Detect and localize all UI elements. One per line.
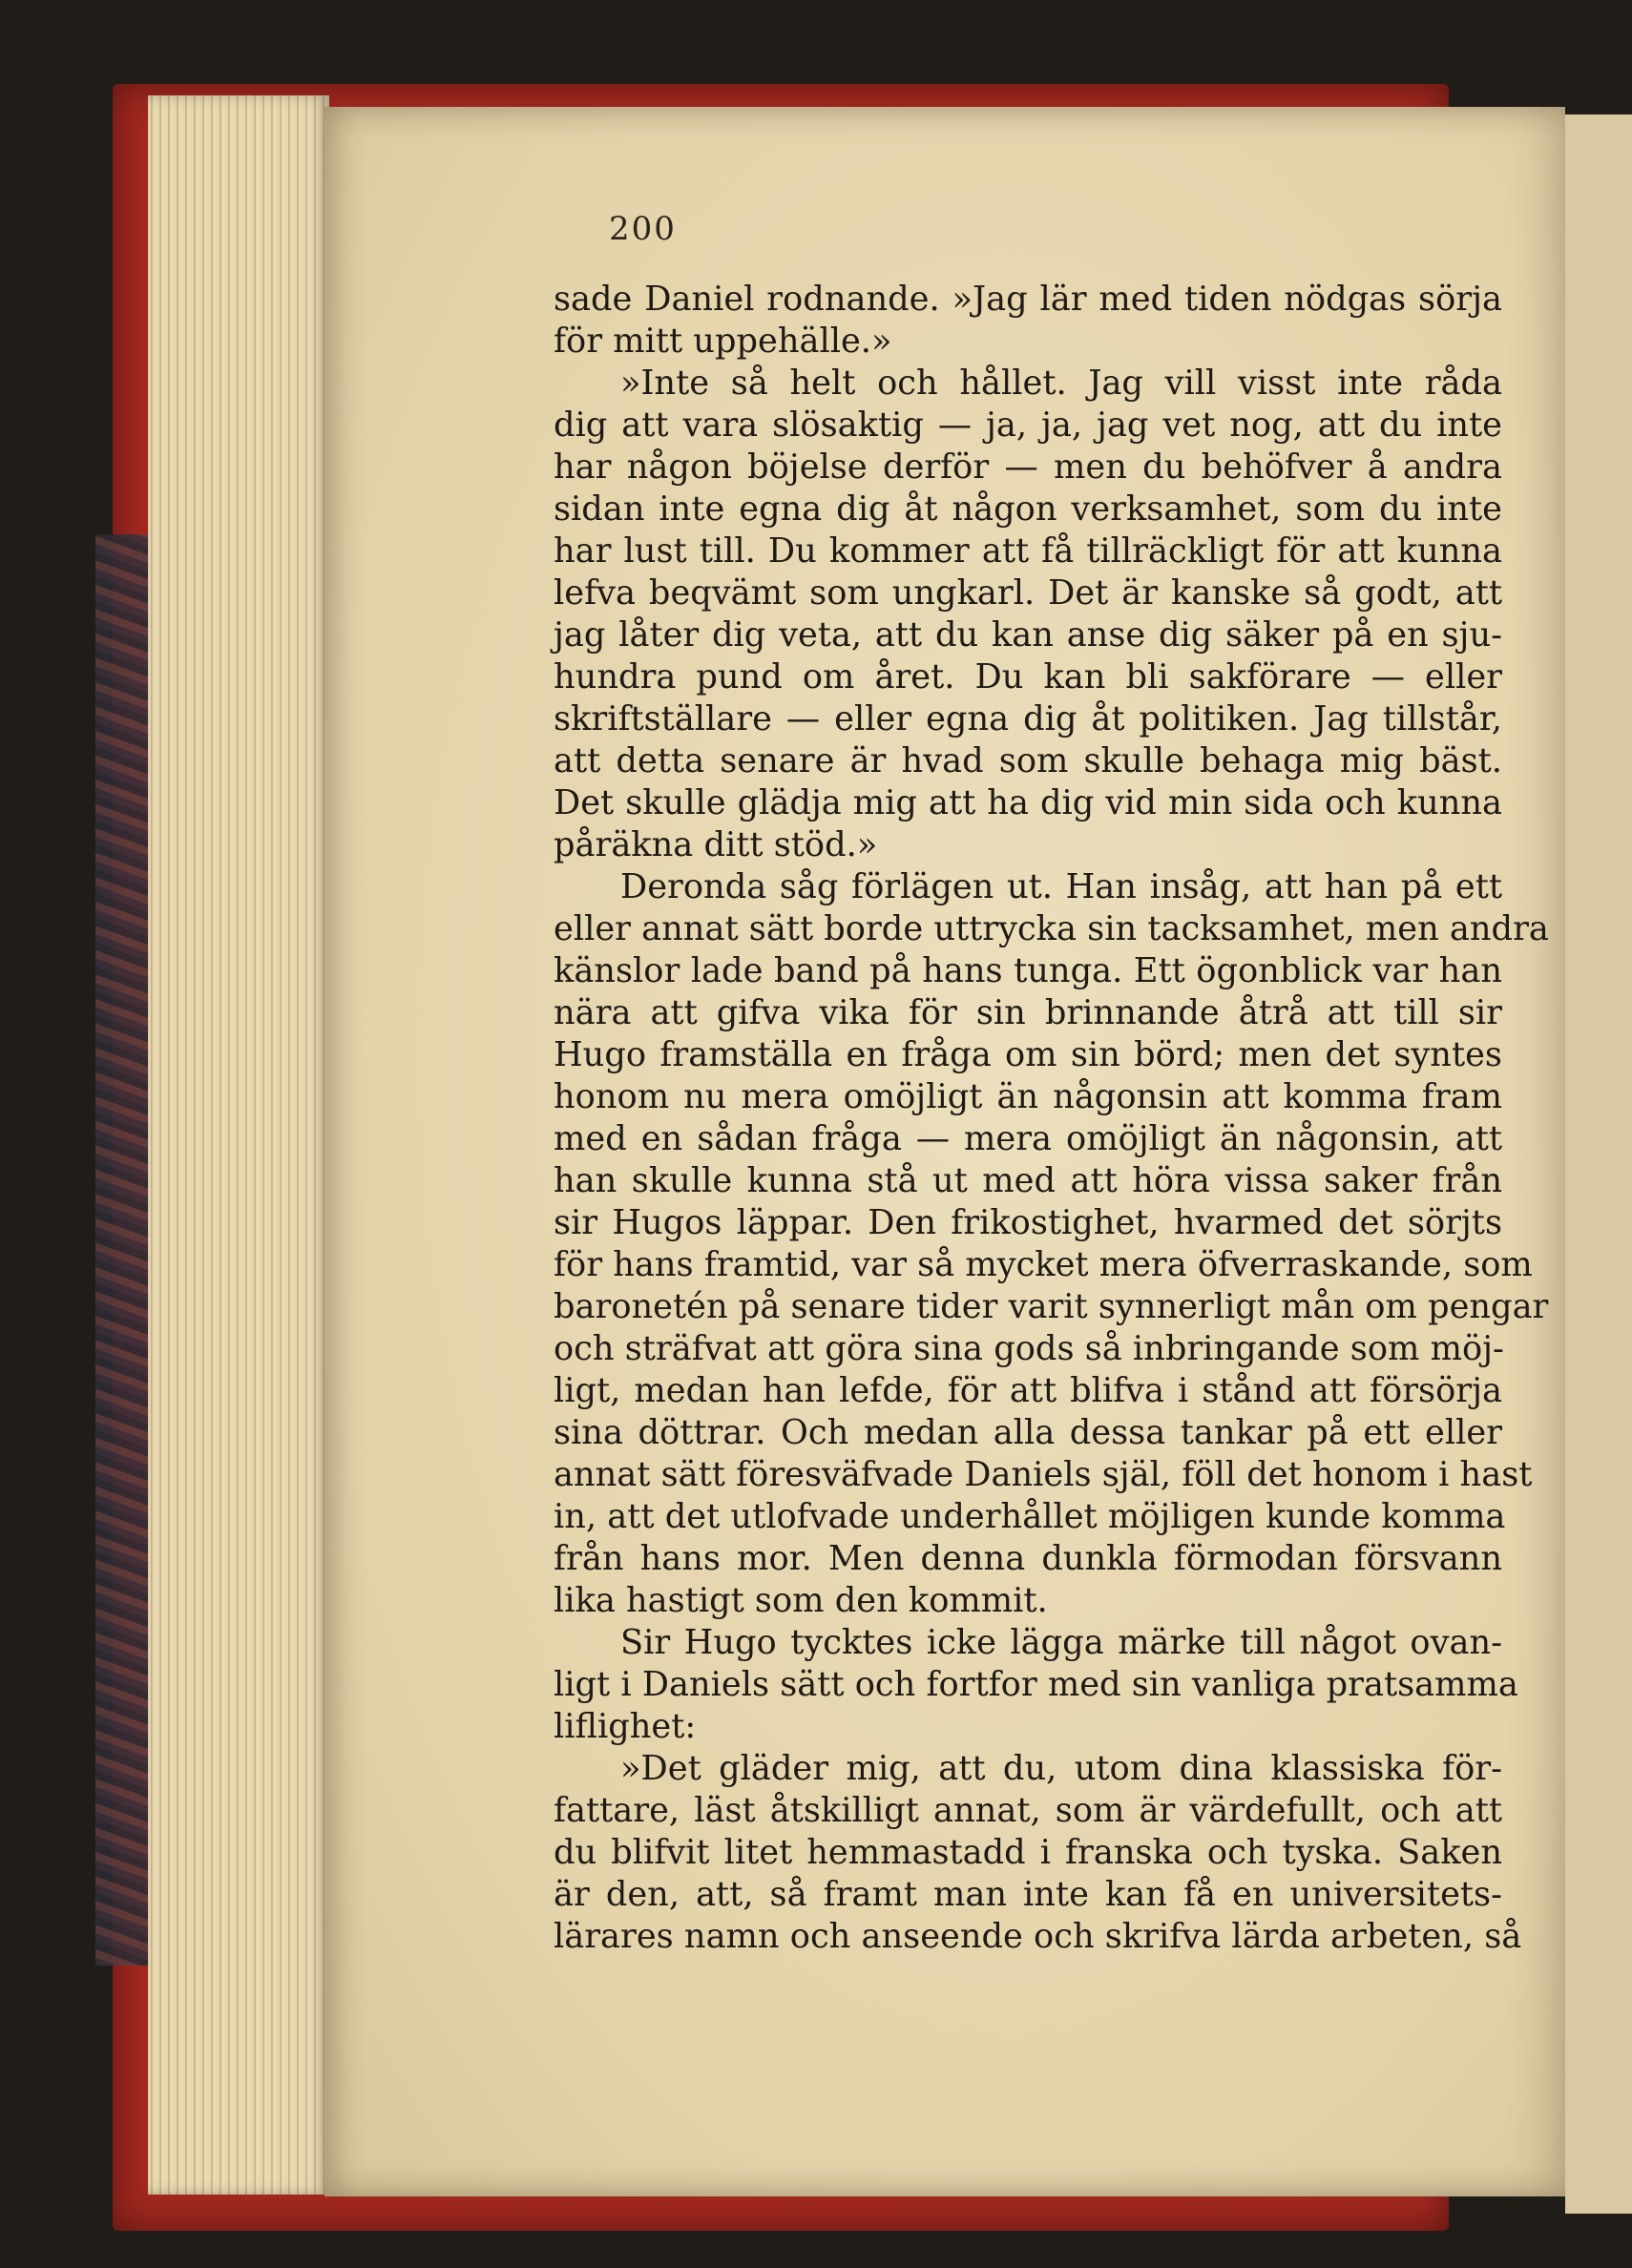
text-line: Det skulle glädja mig att ha dig vid min sida och kunna [554,783,1502,822]
text-line: från hans mor. Men denna dunkla förmodan försvann [554,1539,1502,1578]
text-line: skriftställare — eller egna dig åt politiken. Jag tillstår, [554,699,1502,739]
text-line: lärares namn och anseende och skrifva lärda arbeten, så [554,1917,1522,1956]
text-line: påräkna ditt stöd.» [554,825,878,864]
text-line: sidan inte egna dig åt någon verksamhet, som du inte [554,489,1502,529]
text-line: han skulle kunna stå ut med att höra vissa saker från [554,1161,1502,1200]
text-line: »Inte så helt och hållet. Jag vill visst inte råda [620,364,1502,403]
text-line: sade Daniel rodnande. »Jag lär med tiden nödgas sörja [554,280,1502,319]
text-line: du blifvit litet hemmastadd i franska och tyska. Saken [554,1833,1502,1872]
text-line: lika hastigt som den kommit. [554,1581,1048,1620]
text-line: Sir Hugo tycktes icke lägga märke till något ovan- [620,1623,1502,1662]
text-line: för hans framtid, var så mycket mera öfverraskande, som [554,1245,1533,1284]
text-line: känslor lade band på hans tunga. Ett ögonblick var han [554,951,1502,990]
text-line: Hugo framställa en fråga om sin börd; men det syntes [554,1035,1502,1074]
text-line: har lust till. Du kommer att få tillräckligt för att kunna [554,531,1502,571]
marbled-spine [95,534,153,1966]
text-line: att detta senare är hvad som skulle behaga mig bäst. [554,741,1502,780]
text-line: fattare, läst åtskilligt annat, som är värdefullt, och att [554,1791,1502,1830]
page-number: 200 [609,210,677,248]
page-edges-stack [148,95,329,2195]
text-line: är den, att, så framt man inte kan få en universitets- [554,1875,1502,1914]
text-line: Deronda såg förlägen ut. Han insåg, att han på ett [620,867,1502,906]
text-line: jag låter dig veta, att du kan anse dig säker på en sju- [554,615,1502,655]
text-line: ligt i Daniels sätt och fortfor med sin vanliga pratsamma [554,1665,1518,1704]
text-line: annat sätt föresväfvade Daniels själ, föll det honom i hast [554,1455,1533,1494]
text-line: har någon böjelse derför — men du behöfver å andra [554,447,1502,487]
text-line: nära att gifva vika för sin brinnande åtrå att till sir [554,993,1502,1032]
text-line: dig att vara slösaktig — ja, ja, jag vet nog, att du inte [554,406,1502,445]
text-line: för mitt uppehälle.» [554,322,892,361]
facing-page-edge [1565,114,1632,2214]
text-line: ligt, medan han lefde, för att blifva i stånd att försörja [554,1371,1502,1410]
body-text [554,279,1549,1958]
text-line: hundra pund om året. Du kan bli sakförare — eller [554,657,1502,697]
text-line: sina döttrar. Och medan alla dessa tankar på ett eller [554,1413,1502,1452]
text-line: eller annat sätt borde uttrycka sin tacksamhet, men andra [554,909,1549,948]
text-line: liflighet: [554,1707,697,1746]
text-line: »Det gläder mig, att du, utom dina klassiska för- [620,1749,1502,1788]
text-line: sir Hugos läppar. Den frikostighet, hvarmed det sörjts [554,1203,1502,1242]
text-line: in, att det utlofvade underhållet möjligen kunde komma [554,1497,1506,1536]
text-line: honom nu mera omöjligt än någonsin att komma fram [554,1077,1502,1116]
text-line: baronetén på senare tider varit synnerligt mån om pengar [554,1287,1549,1326]
text-line: lefva beqvämt som ungkarl. Det är kanske så godt, att [554,573,1502,613]
text-line: och sträfvat att göra sina gods så inbringande som möj- [554,1329,1504,1368]
text-line: med en sådan fråga — mera omöjligt än någonsin, att [554,1119,1502,1158]
